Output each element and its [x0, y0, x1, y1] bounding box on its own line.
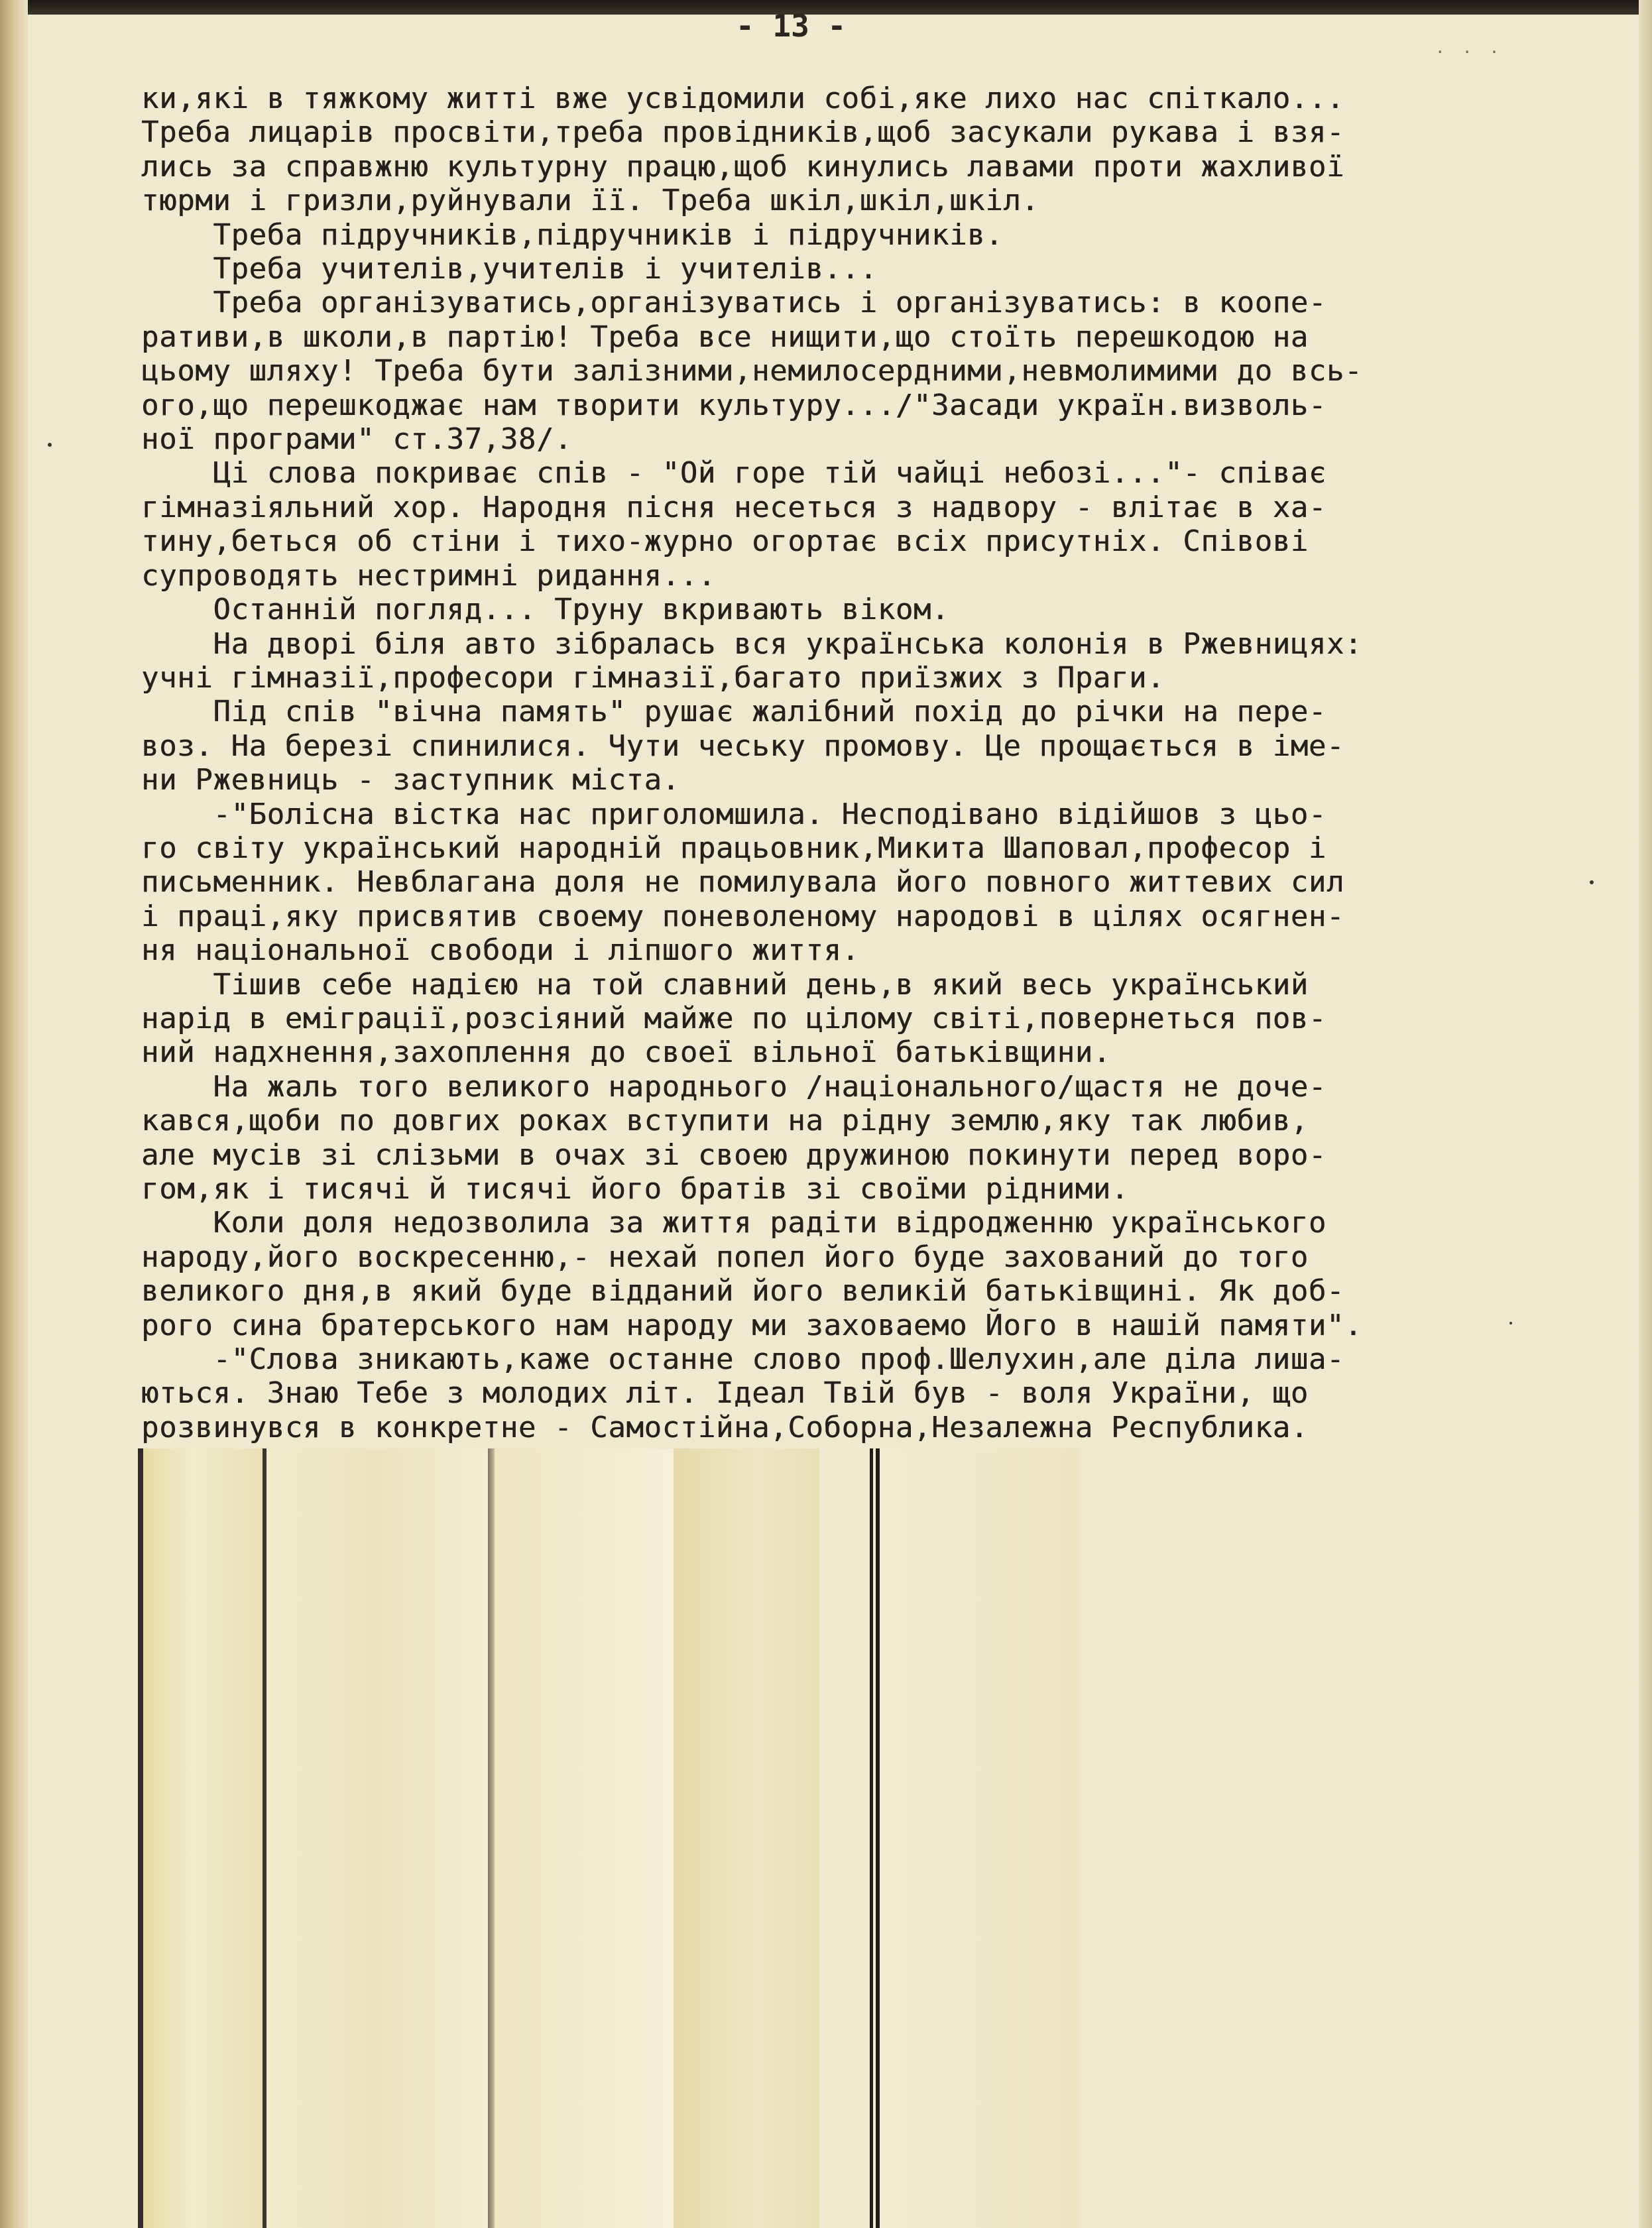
text-line: ративи,в школи,в партію! Треба все нищити,що стоїть перешкодою на — [141, 320, 1309, 354]
text-line: учні гімназії,професори гімназії,багато приїзжих з Праги. — [141, 660, 1165, 695]
text-line: тюрми і гризли,руйнували її. Треба шкіл,шкіл,шкіл. — [141, 184, 1039, 218]
text-line: тину,беться об стіни і тихо-журно огортає всіх присутніх. Співові — [141, 524, 1309, 559]
text-line: Треба учителів,учителів і учителів... — [141, 252, 878, 286]
text-line: Під спів "вічна память" рушає жалібний похід до річки на пере- — [141, 695, 1327, 729]
text-line: ної програми" ст.37,38/. — [141, 422, 573, 457]
scan-streak — [266, 1448, 488, 2228]
text-line: Коли доля недозволила за життя радіти відродженню українського — [141, 1206, 1327, 1240]
text-line: нарід в еміграції,розсіяний майже по цілому світі,повернеться пов- — [141, 1001, 1327, 1035]
scan-streak — [674, 1448, 813, 2228]
text-line: ни Ржевниць - заступник міста. — [141, 763, 680, 797]
text-line: Тішив себе надією на той славний день,в який весь український — [141, 967, 1309, 1002]
text-line: го світу український народній працьовник,Микита Шаповал,професор і — [141, 831, 1327, 865]
scan-streak — [813, 1448, 819, 2228]
text-line: ого,що перешкоджає нам творити культуру.../"Засади україн.визволь- — [141, 388, 1327, 422]
text-line: розвинувся в конкретне - Самостійна,Соборна,Незалежна Республика. — [141, 1410, 1309, 1444]
text-line: ки,які в тяжкому житті вже усвідомили собі,яке лихо нас спіткало... — [141, 82, 1345, 115]
text-line: лись за справжню культурну працю,щоб кинулись лавами проти жахливої — [141, 149, 1345, 184]
scan-streak — [880, 1448, 1079, 2228]
text-line: -"Слова зникають,каже останне слово проф.Шелухин,але діла лиша- — [141, 1342, 1345, 1377]
text-line: але мусів зі слізьми в очах зі своею дружиною покинути перед воро- — [141, 1138, 1327, 1172]
text-line: кався,щоби по довгих роках вступити на рідну землю,яку так любив, — [141, 1104, 1309, 1138]
text-line: На дворі біля авто зібралась вся українська колонія в Ржевницях: — [141, 626, 1363, 661]
text-line: воз. На березі спинилися. Чути чеську промову. Це прощається в іме- — [141, 729, 1345, 763]
text-line: і праці,яку присвятив своему поневоленому народові в цілях осягнен- — [141, 899, 1345, 933]
text-line: народу,його воскресенню,- нехай попел його буде захований до того — [141, 1240, 1309, 1274]
scan-streak — [138, 1448, 143, 2228]
text-line: На жаль того великого народнього /національного/щастя не доче- — [141, 1069, 1327, 1104]
text-line: великого дня,в який буде відданий його великій батьківщині. Як доб- — [141, 1274, 1345, 1309]
page-right-edge — [1639, 0, 1652, 2228]
scan-streak — [495, 1448, 674, 2228]
text-line: ня національної свободи і ліпшого життя. — [141, 933, 860, 968]
text-line: гімназіяльний хор. Народня пісня несеться з надвору - влітає в ха- — [141, 490, 1327, 524]
text-line: Останній погляд... Труну вкривають віком. — [141, 593, 950, 627]
text-line: ний надхнення,захоплення до своеї вільної батьківщини. — [141, 1035, 1111, 1070]
typewritten-text-block — [141, 82, 1527, 1444]
text-line: Треба підручників,підручників і підручників. — [141, 217, 1004, 252]
text-line: Треба лицарів просвіти,треба провідників,щоб засукали рукава і взя- — [141, 115, 1345, 150]
text-line: гом,як і тисячі й тисячі його братів зі своїми рідними. — [141, 1172, 1129, 1206]
text-line: письменник. Невблагана доля не помилувала його повного життевих сил — [141, 865, 1345, 900]
page-binding-edge — [0, 0, 28, 2228]
text-line: рого сина братерського нам народу ми заховаемо Його в нашій памяти". — [141, 1308, 1363, 1342]
ink-speck — [1509, 1322, 1512, 1324]
text-line: -"Болісна вістка нас приголомшила. Несподівано відійшов з цьо- — [141, 797, 1327, 831]
text-line: ються. Знаю Тебе з молодих літ. Ідеал Твій був - воля України, що — [141, 1376, 1309, 1411]
page-number: - 13 - — [736, 8, 847, 44]
text-line: супроводять нестримні ридання... — [141, 558, 716, 593]
ink-speck — [48, 443, 52, 447]
text-line: Треба організуватись,організуватись і організуватись: в коопе- — [141, 286, 1327, 320]
scan-streak — [488, 1448, 495, 2228]
ink-speck — [1590, 880, 1594, 884]
text-line: цьому шляху! Треба бути залізними,немилосердними,невмолимими до всь- — [141, 354, 1363, 388]
scan-streak — [143, 1448, 263, 2228]
text-line: Ці слова покриває спів - "Ой горе тій чайці небозі..."- співає — [141, 456, 1327, 491]
corner-mark: . . . — [1435, 38, 1504, 57]
